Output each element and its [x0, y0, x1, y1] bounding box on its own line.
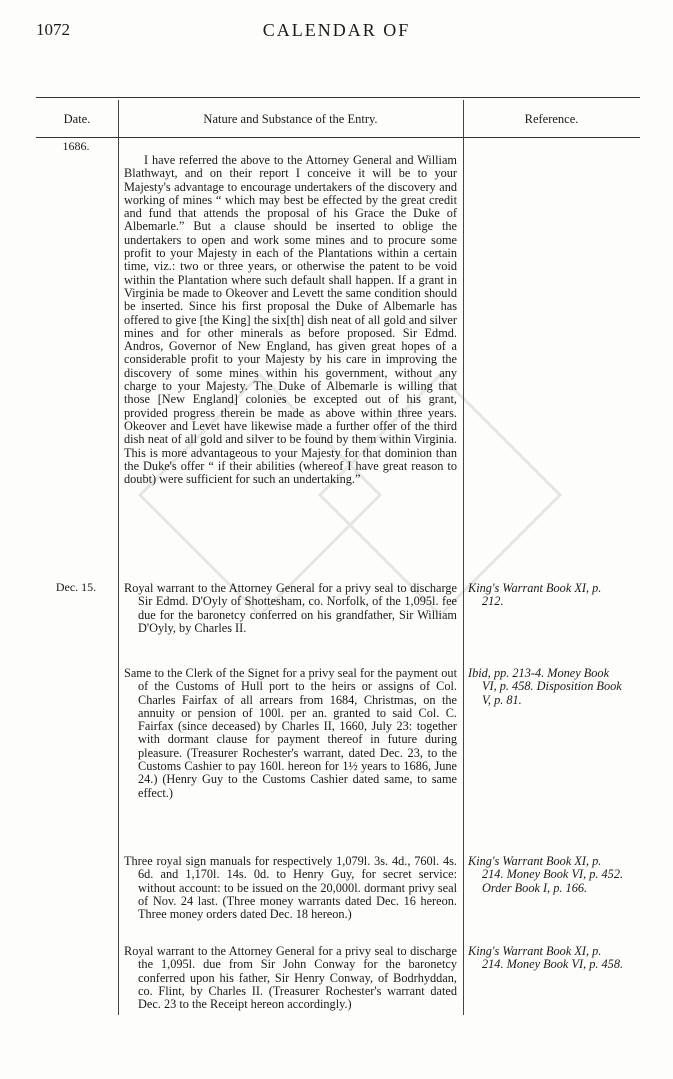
page-header	[0, 10, 673, 40]
entry-paragraph: Royal warrant to the Attorney General for a privy seal to discharge Sir Edmd. D'Oyly of Shottesham, co. Norfolk, of the 1,095l. fee due for the baronetcy conferred on his grandfather, Sir William D'Oyly, by Charles II.	[124, 581, 457, 635]
entry-reference	[468, 855, 624, 895]
entry-text	[124, 582, 457, 635]
entry-date: 1686.	[62, 139, 90, 153]
entry-reference	[468, 667, 624, 707]
entry-paragraph: I have referred the above to the Attorney General and William Blathwayt, and on their report I conceive it will be to your Majesty's advantage to encourage undertakers of the discovery and working of mines “ which may best be effected by the great credit and fund that attends the proposal of his Grace the Duke of Albemarle.” But a clause should be inserted to oblige the undertakers to open and work some mines and to procure some profit to your Majesty in each of the Plantations within a certain time, viz.: two or three years, or otherwise the patent to be void within the Plantation where such default shall happen. If a grant in Virginia be made to Okeover and Levett the same condition should be inserted. Since his first proposal the Duke of Albemarle has offered to give [the King] the six[th] dish neat of all gold and silver mines and for other minerals as before proposed. Sir Edmd. Andros, Governor of New England, has given great hopes of a considerable profit to your Majesty by his care in improving the discovery of some mines within his government, without any charge to your Majesty. The Duke of Albemarle is willing that those [New England] colonies be excepted out of his grant, provided progress therein be made as above within three years. Okeover and Levet have likewise made a further offer of the third dish neat of all gold and silver to be found by them within Virginia. This is more advantageous to your Majesty for that dominion than the Duke's offer “ if their abilities (whereof I have great reason to doubt) were sufficient for such an undertaking.”	[124, 153, 457, 487]
entry-text	[124, 154, 457, 486]
entry-paragraph: Three royal sign manuals for respectively 1,079l. 3s. 4d., 760l. 4s. 6d. and 1,170l. 14s. 0d. to Henry Guy, for secret service: without account: to be issued on the 20,000l. dormant privy seal of Nov. 24 last. (Three money warrants dated Dec. 16 hereon. Three money orders dated Dec. 18 hereon.)	[124, 854, 457, 922]
entry-text	[124, 855, 457, 921]
entry-paragraph: Same to the Clerk of the Signet for a privy seal for the payment out of the Customs of Hull port to the heirs or assigns of Col. Charles Fairfax of all arrears from 1684, Christmas, on the annuity or pension of 100l. per an. granted to said Col. C. Fairfax (since deceased) by Charles II, 1660, July 23: together with dormant clause for payment thereof in future during pleasure. (Treasurer Rochester's warrant, dated Dec. 23, to the Customs Cashier to pay 160l. hereon for 1½ years to 1686, June 24.) (Henry Guy to the Customs Cashier dated same, to same effect.)	[124, 666, 457, 800]
entry-paragraph: Royal warrant to the Attorney General for a privy seal to discharge the 1,095l. due from Sir John Conway for the baronetcy conferred upon his father, Sir Henry Conway, of Bodrhyddan, co. Flint, by Charles II. (Treasurer Rochester's warrant dated Dec. 23 to the Receipt hereon accordingly.)	[124, 944, 457, 1012]
entry-date: Dec. 15.	[55, 580, 97, 594]
column-head-date: Date.	[63, 112, 91, 126]
reference-text: King's Warrant Book XI, p. 214. Money Book VI, p. 458.	[468, 944, 624, 972]
running-head: CALENDAR OF	[262, 20, 411, 40]
entry-text	[124, 945, 457, 1011]
table-top-rule	[36, 97, 640, 98]
reference-text: King's Warrant Book XI, p. 212.	[468, 581, 602, 609]
column-head-rule	[36, 137, 640, 138]
column-divider-right	[463, 100, 464, 1015]
column-head-nature: Nature and Substance of the Entry.	[203, 112, 378, 126]
entry-reference	[468, 582, 624, 609]
column-divider-left	[118, 100, 119, 1015]
reference-text: Ibid, pp. 213-4. Money Book VI, p. 458. Disposition Book V, p. 81.	[468, 666, 622, 707]
column-head-reference: Reference.	[524, 112, 579, 126]
reference-text: King's Warrant Book XI, p. 214. Money Book VI, p. 452. Order Book I, p. 166.	[468, 854, 624, 895]
entry-reference	[468, 945, 624, 972]
entry-text	[124, 667, 457, 800]
page-number: 1072	[36, 20, 70, 39]
